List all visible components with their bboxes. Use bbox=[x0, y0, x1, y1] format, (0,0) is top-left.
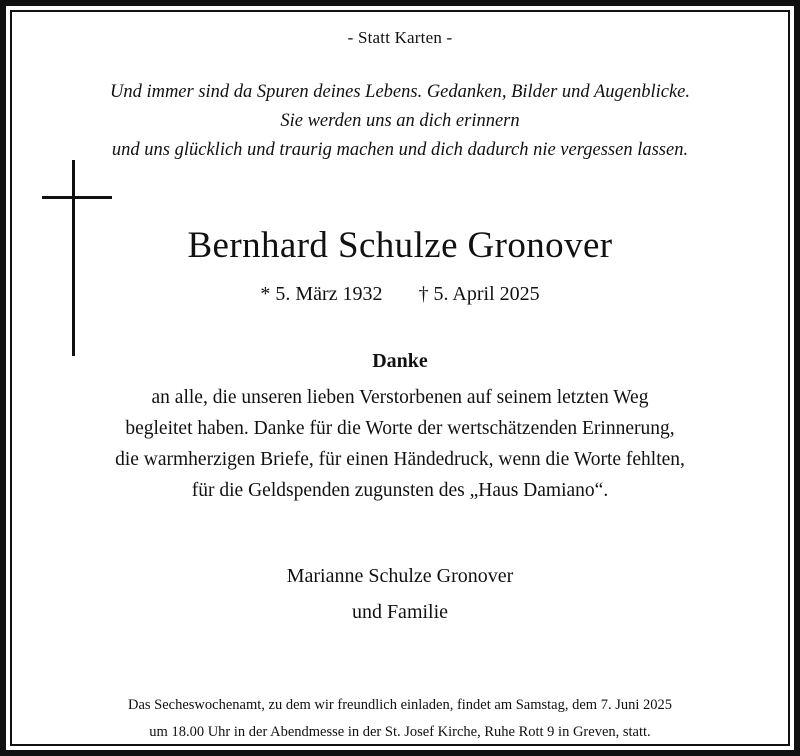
thanks-body bbox=[12, 373, 788, 507]
deceased-name: Bernhard Schulze Gronover bbox=[187, 224, 613, 266]
death-symbol: † bbox=[418, 282, 429, 305]
signature-line-2: und Familie bbox=[351, 601, 449, 624]
statt-karten-header: - Statt Karten - bbox=[347, 28, 453, 47]
latin-cross-icon bbox=[30, 160, 114, 360]
thanks-line-1: an alle, die unseren lieben Verstorbenen auf seinem letzten Weg bbox=[151, 386, 649, 408]
footer-line-2: um 18.00 Uhr in der Abendmesse in der St. Josef Kirche, Ruhe Rott 9 in Greven, statt. bbox=[149, 723, 651, 740]
memorial-poem bbox=[12, 48, 788, 166]
poem-line-2: Sie werden uns an dich erinnern bbox=[280, 111, 520, 132]
thanks-line-4: für die Geldspenden zugunsten des „Haus Damiano“. bbox=[191, 480, 609, 502]
cross-horizontal-stroke bbox=[42, 196, 112, 199]
family-signature bbox=[12, 506, 788, 630]
footer-line-1: Das Secheswochenamt, zu dem wir freundlich einladen, findet am Samstag, dem 7. Juni 2025 bbox=[127, 697, 672, 714]
cross-vertical-stroke bbox=[72, 160, 75, 356]
poem-line-3: und uns glücklich und traurig machen und dich dadurch nie vergessen lassen. bbox=[111, 140, 689, 161]
service-announcement bbox=[12, 630, 788, 744]
notice-content bbox=[12, 12, 788, 744]
thanks-heading: Danke bbox=[372, 349, 428, 372]
birth-symbol: * bbox=[260, 282, 271, 305]
thanks-line-2: begleitet haben. Danke für die Worte der wertschätzenden Erinnerung, bbox=[125, 417, 675, 439]
thanks-line-3: die warmherzigen Briefe, für einen Händedruck, wenn die Worte fehlten, bbox=[115, 449, 685, 471]
death-date: 5. April 2025 bbox=[433, 282, 540, 305]
signature-line-1: Marianne Schulze Gronover bbox=[286, 565, 514, 588]
life-dates bbox=[12, 267, 788, 306]
poem-line-1: Und immer sind da Spuren deines Lebens. Gedanken, Bilder und Augenblicke. bbox=[109, 82, 691, 102]
birth-date: 5. März 1932 bbox=[275, 282, 383, 305]
